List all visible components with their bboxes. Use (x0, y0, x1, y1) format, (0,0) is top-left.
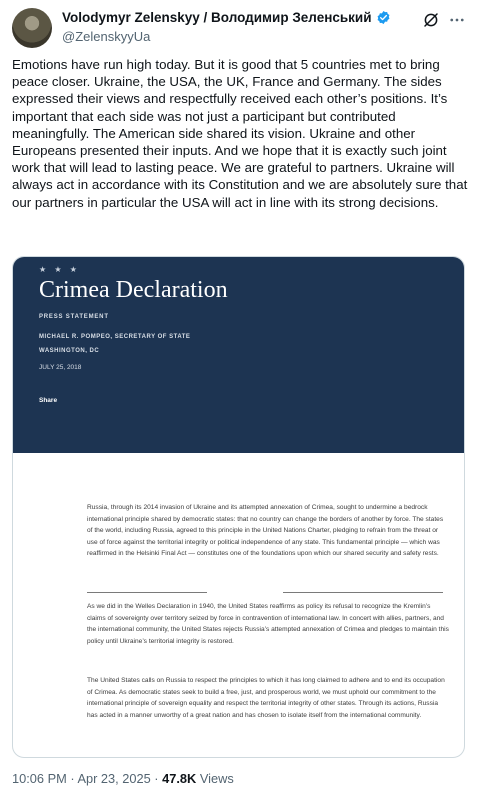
divider (87, 592, 207, 593)
author-name[interactable]: Volodymyr Zelenskyy / Володимир Зеленський (62, 10, 372, 25)
views-count: 47.8K (162, 771, 197, 786)
tweet-meta (12, 771, 234, 786)
meta-separator: · (66, 771, 78, 786)
author-name-line[interactable] (62, 10, 391, 25)
document-paragraph: Russia, through its 2014 invasion of Ukraine and its attempted annexation of Crimea, sought to undermine a bedrock international principle shared by democratic states: that no country can change the borders of another by force. The states of the world, including Russia, agreed to this principle in the United Nations Charter, pledging to refrain from the threat or use of force against the territorial integrity or political independence of any state. This fundamental principle — which was reaffirmed in the Helsinki Final Act — constitutes one of the foundations upon which our shared security and safety rests. (87, 504, 444, 558)
grok-icon[interactable] (422, 11, 440, 29)
document-banner (13, 257, 464, 453)
more-options-icon[interactable] (448, 11, 466, 29)
document-author: MICHAEL R. POMPEO, SECRETARY OF STATE (39, 334, 191, 340)
views-label: Views (196, 771, 234, 786)
document-title: Crimea Declaration (39, 277, 228, 303)
document-date: JULY 25, 2018 (39, 364, 82, 371)
document-paragraph: The United States calls on Russia to respect the principles to which it has long claimed to adhere and to end its occupation of Crimea. As democratic states seek to build a free, just, and prosperous world, we must uphold our commitment to the international principle of sovereign equality and respect the territorial integrity of other states. Through its actions, Russia has acted in a manner unworthy of a great nation and has chosen to isolate itself from the international community. (87, 677, 445, 719)
author-handle[interactable]: @ZelenskyyUa (62, 29, 151, 44)
tweet-header (12, 8, 466, 48)
avatar[interactable] (12, 8, 52, 48)
tweet-time[interactable]: 10:06 PM (12, 771, 67, 786)
meta-separator: · (150, 771, 163, 786)
share-label: Share (39, 397, 58, 404)
stars-decoration: ★ ★ ★ (39, 265, 80, 274)
verified-badge-icon (376, 10, 391, 25)
document-type: PRESS STATEMENT (39, 314, 109, 320)
attached-image[interactable] (12, 256, 465, 758)
document-paragraph: As we did in the Welles Declaration in 1940, the United States reaffirms as policy its refusal to recognize the Kremlin’s claims of sovereignty over territory seized by force in contravention of international law. In concert with allies, partners, and the international community, the United States rejects Russia’s attempted annexation of Crimea and pledges to maintain this policy until Ukraine’s territorial integrity is restored. (87, 603, 449, 645)
divider (283, 592, 443, 593)
tweet-text: Emotions have run high today. But it is good that 5 countries met to bring peace closer. Ukraine, the USA, the UK, France and Germany. The sides expressed their views and respectfully received each other’s positions. It’s important that each side was not just a participant but contributed meaningfully. The American side shared its vision. Ukraine and other Europeans presented their inputs. And we hope that it is exactly such joint work that will lead to lasting peace. We are grateful to partners. Ukraine will always act in accordance with its Constitution and we are absolutely sure that our partners in particular the USA will act in line with its strong decisions. (12, 57, 468, 210)
document-location: WASHINGTON, DC (39, 348, 100, 354)
tweet-date[interactable]: Apr 23, 2025 (77, 771, 151, 786)
